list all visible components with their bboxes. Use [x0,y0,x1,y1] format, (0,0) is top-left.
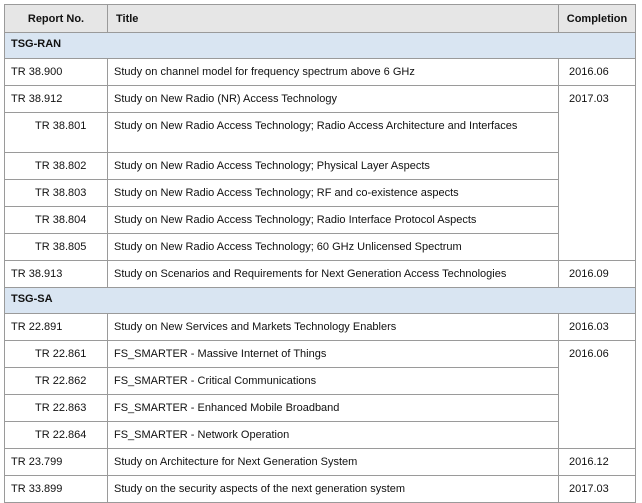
report-number: TR 38.900 [5,59,108,86]
report-title: FS_SMARTER - Enhanced Mobile Broadband [108,395,559,422]
header-report-no: Report No. [5,5,108,33]
report-number: TR 38.804 [5,207,108,234]
report-title: Study on New Radio Access Technology; 60 GHz Unlicensed Spectrum [108,234,559,261]
table-row [5,180,636,207]
report-title: Study on the security aspects of the next generation system [108,476,559,503]
report-number: TR 38.803 [5,180,108,207]
table-row [5,395,636,422]
report-number: TR 38.913 [5,261,108,288]
report-title: Study on channel model for frequency spectrum above 6 GHz [108,59,559,86]
completion-date: 2017.03 [559,86,636,261]
report-number: TR 33.899 [5,476,108,503]
report-table-container [4,4,635,503]
table-row [5,59,636,86]
report-number: TR 38.801 [5,113,108,153]
completion-date: 2016.06 [559,59,636,86]
completion-date: 2016.12 [559,449,636,476]
table-row [5,449,636,476]
table-row [5,314,636,341]
report-title: Study on New Radio (NR) Access Technology [108,86,559,113]
table-row [5,86,636,113]
report-title: Study on New Radio Access Technology; Radio Access Architecture and Interfaces [108,113,559,153]
completion-date: 2016.03 [559,314,636,341]
completion-date: 2016.09 [559,261,636,288]
header-title: Title [108,5,559,33]
report-number: TR 23.799 [5,449,108,476]
report-title: Study on New Radio Access Technology; Radio Interface Protocol Aspects [108,207,559,234]
report-title: Study on New Radio Access Technology; RF and co-existence aspects [108,180,559,207]
completion-date: 2016.06 [559,341,636,449]
report-number: TR 22.861 [5,341,108,368]
table-row [5,207,636,234]
report-title: Study on New Services and Markets Technology Enablers [108,314,559,341]
completion-date: 2017.03 [559,476,636,503]
table-row [5,261,636,288]
report-title: Study on New Radio Access Technology; Physical Layer Aspects [108,153,559,180]
group-label: TSG-RAN [5,33,636,59]
report-number: TR 22.863 [5,395,108,422]
table-row [5,476,636,503]
report-number: TR 38.912 [5,86,108,113]
report-title: FS_SMARTER - Massive Internet of Things [108,341,559,368]
group-label: TSG-SA [5,288,636,314]
report-number: TR 38.802 [5,153,108,180]
report-number: TR 22.864 [5,422,108,449]
header-completion: Completion [559,5,636,33]
table-row [5,341,636,368]
table-row [5,368,636,395]
group-row-tsg-sa [5,288,636,314]
table-row [5,234,636,261]
report-title: Study on Scenarios and Requirements for Next Generation Access Technologies [108,261,559,288]
group-row-tsg-ran [5,33,636,59]
table-row [5,153,636,180]
table-header-row [5,5,636,33]
report-table [4,4,636,503]
table-row [5,422,636,449]
table-row [5,113,636,153]
report-number: TR 22.862 [5,368,108,395]
report-title: FS_SMARTER - Network Operation [108,422,559,449]
report-title: FS_SMARTER - Critical Communications [108,368,559,395]
report-number: TR 22.891 [5,314,108,341]
report-title: Study on Architecture for Next Generation System [108,449,559,476]
report-number: TR 38.805 [5,234,108,261]
